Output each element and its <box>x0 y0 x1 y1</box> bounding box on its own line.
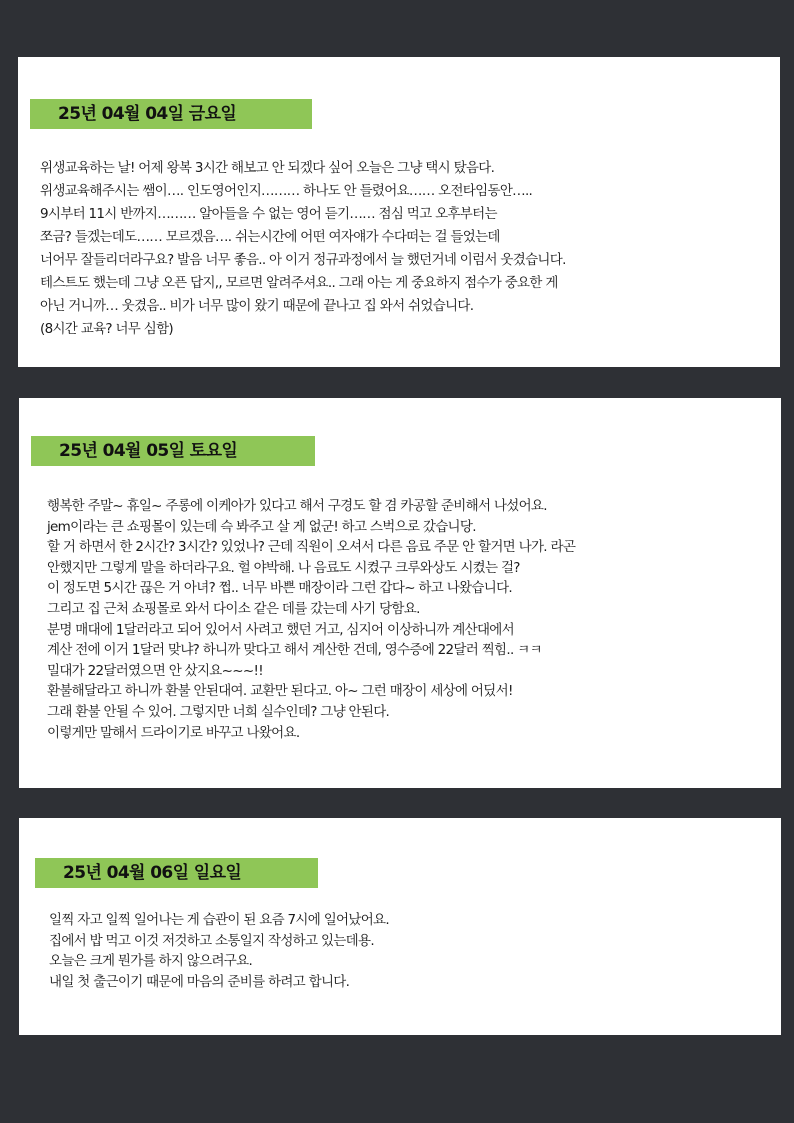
entry-line: 집에서 밥 먹고 이것 저것하고 소통일지 작성하고 있는데용. <box>49 932 374 949</box>
date-label: 25년 04월 06일 일요일 <box>35 858 318 888</box>
entry-line: 그래 환불 안될 수 있어. 그렇지만 너희 실수인데? 그냥 안된다. <box>47 703 390 720</box>
date-label: 25년 04월 04일 금요일 <box>30 99 312 129</box>
entry-line: 이렇게만 말해서 드라이기로 바꾸고 나왔어요. <box>47 724 300 741</box>
entry-line: jem이라는 큰 쇼핑몰이 있는데 슥 봐주고 살 게 없군! 하고 스벅으로 갔습니당. <box>47 518 476 535</box>
entry-line: (8시간 교육? 너무 심함) <box>40 321 173 337</box>
entry-line: 밀대가 22달러였으면 안 샀지요~~~!! <box>47 662 263 679</box>
date-label: 25년 04월 05일 토요일 <box>31 436 315 466</box>
entry-line: 테스트도 했는데 그냥 오픈 답지,, 모르면 알려주셔요.. 그래 아는 게 중요하지 점수가 중요한 게 <box>40 275 558 291</box>
entry-line: 행복한 주말~ 휴일~ 주롱에 이케아가 있다고 해서 구경도 할 겸 카공할 준비해서 나섰어요. <box>47 498 547 514</box>
diary-card-apr-05 <box>19 398 781 788</box>
entry-line: 분명 매대에 1달러라고 되어 있어서 사려고 했던 거고, 심지어 이상하니까 계산대에서 <box>47 621 514 638</box>
entry-line: 일찍 자고 일찍 일어나는 게 습관이 된 요즘 7시에 일어났어요. <box>49 912 389 928</box>
entry-line: 9시부터 11시 반까지……… 알아들을 수 없는 영어 듣기…… 점심 먹고 오후부터는 <box>40 206 497 222</box>
entry-line: 너어무 잘들리더라구요? 발음 너무 좋음.. 아 이거 정규과정에서 늘 했던거네 이럼서 웃겼습니다. <box>40 252 566 268</box>
entry-line: 위생교육하는 날! 어제 왕복 3시간 해보고 안 되겠다 싶어 오늘은 그냥 택시 탔음다. <box>40 160 495 176</box>
entry-line: 그리고 집 근처 쇼핑몰로 와서 다이소 같은 데를 갔는데 사기 당함요. <box>47 600 420 617</box>
entry-text <box>47 496 575 743</box>
entry-text <box>49 910 389 992</box>
entry-line: 위생교육해주시는 쌤이…. 인도영어인지……… 하나도 안 들렸어요…… 오전타임동안….. <box>40 183 533 199</box>
entry-line: 이 정도면 5시간 끊은 거 아녀? 쩝.. 너무 바쁜 매장이라 그런 갑다~ 하고 나왔습니다. <box>47 580 512 597</box>
entry-line: 할 거 하면서 한 2시간? 3시간? 있었나? 근데 직원이 오셔서 다른 음료 주문 안 할거면 나가. 라곤 <box>47 539 576 556</box>
entry-line: 오늘은 크게 뭔가를 하지 않으려구요. <box>49 953 253 969</box>
entry-line: 환불해달라고 하니까 환불 안된대여. 교환만 된다고. 아~ 그런 매장이 세상에 어딨서! <box>47 683 513 700</box>
entry-line: 내일 첫 출근이기 때문에 마음의 준비를 하려고 합니다. <box>49 973 350 990</box>
diary-card-apr-06 <box>19 818 781 1035</box>
diary-card-apr-04 <box>18 57 780 367</box>
entry-line: 계산 전에 이거 1달러 맞냐? 하니까 맞다고 해서 계산한 건데, 영수증에 22달러 찍힘.. ㅋㅋ <box>47 642 542 659</box>
entry-line: 아닌 거니까… 웃겼음.. 비가 너무 많이 왔기 때문에 끝나고 집 와서 쉬었습니다. <box>40 298 474 314</box>
entry-text <box>40 157 566 341</box>
entry-line: 쪼금? 들겠는데도…… 모르겠음…. 쉬는시간에 어떤 여자얘가 수다떠는 걸 들었는데 <box>40 229 500 245</box>
entry-line: 안했지만 그렇게 말을 하더라구요. 헐 야박해. 나 음료도 시켰구 크루와상도 시켰는 걸? <box>47 559 520 576</box>
